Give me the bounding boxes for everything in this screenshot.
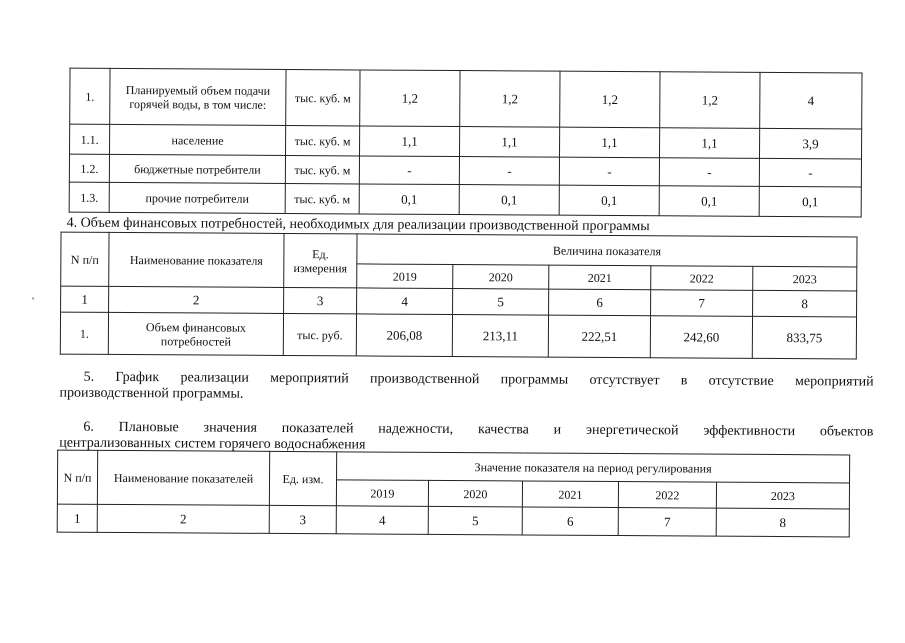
table-row	[69, 182, 861, 217]
value-cell: 242,60	[650, 316, 752, 359]
col-name-header: Наименование показателей	[97, 450, 269, 505]
scan-speck	[32, 297, 34, 299]
index-cell: 8	[753, 290, 857, 317]
col-unit-header: Ед. измерения	[284, 233, 357, 287]
year-cell: 2023	[753, 266, 857, 291]
year-cell: 2020	[453, 265, 549, 290]
year-cell: 2023	[716, 482, 849, 509]
section-5-line-2: производственной программы.	[59, 385, 244, 402]
year-cell: 2020	[428, 480, 522, 507]
value-cell: 833,75	[752, 316, 856, 359]
row-name: Объем финансовых потребностей	[108, 312, 283, 355]
index-cell: 1	[61, 286, 109, 312]
table-header-row	[58, 450, 850, 483]
row-name: прочие потребители	[109, 182, 285, 213]
value-cell: 206,08	[356, 314, 452, 357]
row-unit: тыс. куб. м	[286, 125, 360, 155]
year-cell: 2022	[651, 266, 753, 291]
index-cell: 4	[357, 288, 453, 315]
year-cell: 2021	[522, 481, 618, 508]
index-cell: 8	[716, 508, 849, 537]
section-4-heading: 4. Объем финансовых потребностей, необходимых для реализации производственной программы	[66, 215, 650, 235]
year-cell: 2021	[549, 265, 651, 290]
year-cell: 2019	[357, 264, 453, 289]
row-unit: тыс. куб. м	[285, 155, 359, 183]
table-row	[70, 68, 862, 129]
value-cell: 1,1	[659, 128, 759, 159]
value-cell: -	[359, 156, 459, 185]
table-row	[60, 312, 856, 359]
section-5-line-1: 5. График реализации мероприятий производственной программы отсутствует в отсутствие мероприятий	[83, 369, 874, 390]
index-cell: 7	[651, 290, 753, 317]
col-unit-header: Ед. изм.	[269, 451, 336, 505]
index-cell: 5	[428, 506, 522, 535]
water-volume-table	[69, 68, 863, 218]
row-number: 1.3.	[69, 182, 109, 212]
row-unit: тыс. куб. м	[286, 69, 360, 125]
value-cell: 1,1	[459, 127, 559, 158]
value-cell: 1,2	[560, 71, 660, 128]
financial-needs-table	[60, 232, 858, 360]
index-cell: 6	[549, 289, 651, 316]
col-value-header: Значение показателя на период регулирования	[337, 452, 850, 483]
index-cell: 2	[97, 504, 269, 533]
value-cell: 0,1	[459, 185, 559, 216]
row-name: Планируемый объем подачи горячей воды, в том числе:	[110, 68, 286, 125]
row-unit: тыс. куб. м	[285, 183, 359, 213]
year-cell: 2022	[618, 482, 716, 509]
index-cell: 6	[522, 507, 618, 536]
value-cell: 1,2	[460, 71, 560, 128]
index-cell: 5	[453, 289, 549, 316]
row-number: 1.	[60, 312, 108, 354]
value-cell: 3,9	[759, 128, 861, 159]
value-cell: 1,1	[559, 127, 659, 158]
row-name: население	[110, 124, 286, 155]
col-num-header: N п/п	[57, 450, 97, 504]
value-cell: 0,1	[359, 184, 459, 215]
value-cell: -	[759, 158, 861, 187]
value-cell: 1,2	[660, 72, 760, 129]
value-cell: 1,2	[360, 70, 460, 127]
index-row	[57, 504, 849, 537]
index-cell: 3	[284, 287, 357, 313]
row-unit: тыс. руб.	[283, 313, 356, 355]
row-number: 1.1.	[70, 124, 110, 154]
indicators-table	[57, 450, 851, 538]
section-5-paragraph	[59, 370, 873, 407]
value-cell: -	[559, 157, 659, 186]
value-cell: -	[459, 157, 559, 186]
index-cell: 3	[269, 505, 336, 533]
index-cell: 7	[618, 508, 716, 537]
value-cell: -	[659, 158, 759, 187]
year-cell: 2019	[336, 480, 428, 507]
value-cell: 1,1	[360, 126, 460, 157]
col-value-header: Величина показателя	[357, 234, 857, 267]
value-cell: 0,1	[759, 186, 861, 217]
value-cell: 4	[760, 72, 862, 129]
row-number: 1.2.	[69, 154, 109, 182]
col-num-header: N п/п	[61, 232, 109, 286]
value-cell: 0,1	[559, 185, 659, 216]
index-cell: 4	[336, 506, 428, 535]
section-6-line-2: централизованных систем горячего водоснабжения	[59, 435, 366, 453]
table-header-row	[61, 232, 857, 267]
index-cell: 1	[57, 504, 97, 532]
index-cell: 2	[109, 286, 284, 313]
value-cell: 213,11	[452, 315, 548, 358]
col-name-header: Наименование показателя	[109, 232, 284, 287]
value-cell: 0,1	[659, 186, 759, 217]
value-cell: 222,51	[548, 315, 650, 358]
row-name: бюджетные потребители	[109, 154, 285, 183]
row-number: 1.	[70, 68, 110, 124]
section-6-line-1: 6. Плановые значения показателей надежности, качества и энергетической эффективности объектов	[83, 419, 874, 440]
table-row	[70, 124, 862, 159]
